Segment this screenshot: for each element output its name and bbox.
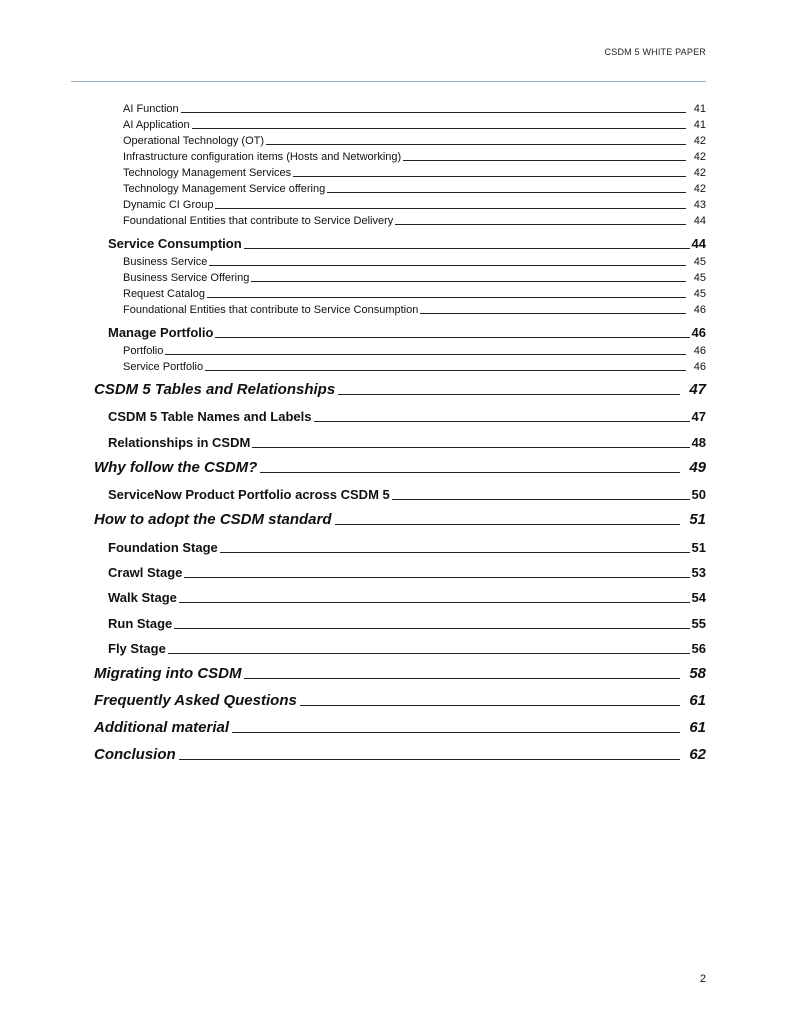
toc-leader-line <box>403 160 686 161</box>
toc-entry-page: 42 <box>693 183 706 195</box>
toc-entry-page: 61 <box>689 719 706 736</box>
toc-entry-title: Service Portfolio <box>123 361 204 373</box>
toc-entry-title: Fly Stage <box>108 641 166 656</box>
toc-entry-title: Operational Technology (OT) <box>123 135 265 147</box>
toc-entry-page: 41 <box>693 119 706 131</box>
toc-entry-title: Conclusion <box>94 746 176 763</box>
toc-entry-title: Foundation Stage <box>108 540 218 555</box>
toc-entry-title: AI Function <box>123 103 179 115</box>
toc-entry-title: Foundational Entities that contribute to Service Consumption <box>123 304 419 316</box>
toc-entry-page: 51 <box>689 511 706 528</box>
toc-entry[interactable] <box>108 235 706 251</box>
toc-entry-title: Additional material <box>94 719 230 736</box>
toc-leader-line <box>165 354 686 355</box>
toc-leader-line <box>335 524 681 525</box>
toc-leader-line <box>251 281 686 282</box>
toc-leader-line <box>209 265 686 266</box>
toc-entry[interactable] <box>123 302 706 316</box>
toc-entry-title: Request Catalog <box>123 288 205 300</box>
toc-leader-line <box>174 628 690 629</box>
toc-entry-title: Why follow the CSDM? <box>94 459 258 476</box>
toc-entry-page: 42 <box>693 167 706 179</box>
toc-entry[interactable] <box>108 434 706 450</box>
toc-leader-line <box>184 577 690 578</box>
toc-leader-line <box>244 248 690 249</box>
toc-entry-title: Technology Management Service offering <box>123 183 326 195</box>
toc-leader-line <box>215 337 690 338</box>
toc-leader-line <box>215 208 686 209</box>
toc-leader-line <box>420 313 686 314</box>
toc-entry[interactable] <box>94 458 706 476</box>
toc-entry-page: 61 <box>689 692 706 709</box>
toc-entry[interactable] <box>94 691 706 709</box>
toc-entry-page: 46 <box>693 304 706 316</box>
toc-entry-title: Walk Stage <box>108 590 177 605</box>
toc-entry-title: Technology Management Services <box>123 167 292 179</box>
toc-entry[interactable] <box>108 640 706 656</box>
toc-entry[interactable] <box>94 510 706 528</box>
toc-entry-title: Portfolio <box>123 345 164 357</box>
toc-leader-line <box>293 176 686 177</box>
toc-leader-line <box>179 602 690 603</box>
toc-entry-title: How to adopt the CSDM standard <box>94 511 332 528</box>
toc-entry[interactable] <box>123 117 706 131</box>
toc-leader-line <box>244 678 680 679</box>
toc-leader-line <box>207 297 686 298</box>
toc-leader-line <box>300 705 680 706</box>
toc-entry-title: CSDM 5 Table Names and Labels <box>108 409 312 424</box>
toc-leader-line <box>260 472 680 473</box>
toc-entry[interactable] <box>123 197 706 211</box>
toc-entry-page: 43 <box>693 199 706 211</box>
toc-entry-title: Service Consumption <box>108 236 242 251</box>
toc-entry[interactable] <box>94 380 706 398</box>
header-rule <box>71 81 706 82</box>
toc-entry[interactable] <box>123 165 706 179</box>
toc-leader-line <box>192 128 686 129</box>
toc-entry[interactable] <box>108 539 706 555</box>
toc-entry-page: 47 <box>691 409 706 424</box>
toc-entry-title: ServiceNow Product Portfolio across CSDM 5 <box>108 487 390 502</box>
toc-entry[interactable] <box>123 133 706 147</box>
running-header: CSDM 5 WHITE PAPER <box>604 47 706 57</box>
toc-leader-line <box>314 421 691 422</box>
toc-entry-page: 42 <box>693 151 706 163</box>
toc-leader-line <box>266 144 686 145</box>
toc-entry[interactable] <box>108 564 706 580</box>
toc-entry-page: 58 <box>689 665 706 682</box>
toc-entry-page: 46 <box>691 325 706 340</box>
toc-leader-line <box>392 499 690 500</box>
toc-entry-page: 44 <box>693 215 706 227</box>
toc-entry-page: 55 <box>691 616 706 631</box>
toc-entry-title: Relationships in CSDM <box>108 435 251 450</box>
toc-entry-page: 46 <box>693 361 706 373</box>
toc-entry[interactable] <box>108 324 706 340</box>
toc-entry[interactable] <box>123 101 706 115</box>
toc-entry-page: 45 <box>693 256 706 268</box>
toc-leader-line <box>220 552 690 553</box>
toc-entry-page: 53 <box>691 565 706 580</box>
toc-entry-title: Business Service <box>123 256 208 268</box>
toc-leader-line <box>327 192 686 193</box>
toc-entry[interactable] <box>108 408 706 424</box>
toc-entry[interactable] <box>108 615 706 631</box>
page-number: 2 <box>699 973 706 985</box>
toc-entry[interactable] <box>108 486 706 502</box>
toc-entry-title: Run Stage <box>108 616 173 631</box>
toc-entry-title: Dynamic CI Group <box>123 199 214 211</box>
toc-entry-title: Crawl Stage <box>108 565 183 580</box>
toc-leader-line <box>179 759 680 760</box>
toc-entry-title: Frequently Asked Questions <box>94 692 297 709</box>
toc-entry-page: 49 <box>689 459 706 476</box>
toc-leader-line <box>395 224 686 225</box>
toc-entry[interactable] <box>123 213 706 227</box>
toc-entry-title: AI Application <box>123 119 190 131</box>
toc-leader-line <box>252 447 690 448</box>
toc-entry-page: 45 <box>693 272 706 284</box>
toc-leader-line <box>338 394 680 395</box>
toc-entry[interactable] <box>108 589 706 605</box>
toc-entry-page: 47 <box>689 381 706 398</box>
toc-entry-page: 45 <box>693 288 706 300</box>
toc-leader-line <box>168 653 690 654</box>
toc-entry[interactable] <box>123 181 706 195</box>
toc-leader-line <box>181 112 686 113</box>
toc-entry[interactable] <box>123 286 706 300</box>
toc-leader-line <box>232 732 680 733</box>
toc-entry[interactable] <box>94 745 706 763</box>
toc-entry[interactable] <box>123 254 706 268</box>
toc-entry[interactable] <box>123 149 706 163</box>
toc-entry-page: 41 <box>693 103 706 115</box>
toc-entry-page: 62 <box>689 746 706 763</box>
toc-entry-title: Business Service Offering <box>123 272 250 284</box>
toc-entry-page: 50 <box>691 487 706 502</box>
toc-entry-page: 51 <box>691 540 706 555</box>
toc-entry-title: Migrating into CSDM <box>94 665 242 682</box>
toc-entry-title: Manage Portfolio <box>108 325 214 340</box>
toc-entry-page: 42 <box>693 135 706 147</box>
toc-entry-title: Infrastructure configuration items (Hosts and Networking) <box>123 151 402 163</box>
toc-entry[interactable] <box>123 270 706 284</box>
toc-entry-page: 46 <box>693 345 706 357</box>
toc-entry-title: Foundational Entities that contribute to Service Delivery <box>123 215 394 227</box>
toc-entry[interactable] <box>94 664 706 682</box>
toc-entry[interactable] <box>123 359 706 373</box>
toc-entry[interactable] <box>94 718 706 736</box>
toc-entry-page: 44 <box>691 236 706 251</box>
toc-entry-page: 54 <box>691 590 706 605</box>
toc-entry-page: 48 <box>691 435 706 450</box>
toc-entry-page: 56 <box>691 641 706 656</box>
toc-leader-line <box>205 370 686 371</box>
toc-entry-title: CSDM 5 Tables and Relationships <box>94 381 336 398</box>
toc-entry[interactable] <box>123 343 706 357</box>
